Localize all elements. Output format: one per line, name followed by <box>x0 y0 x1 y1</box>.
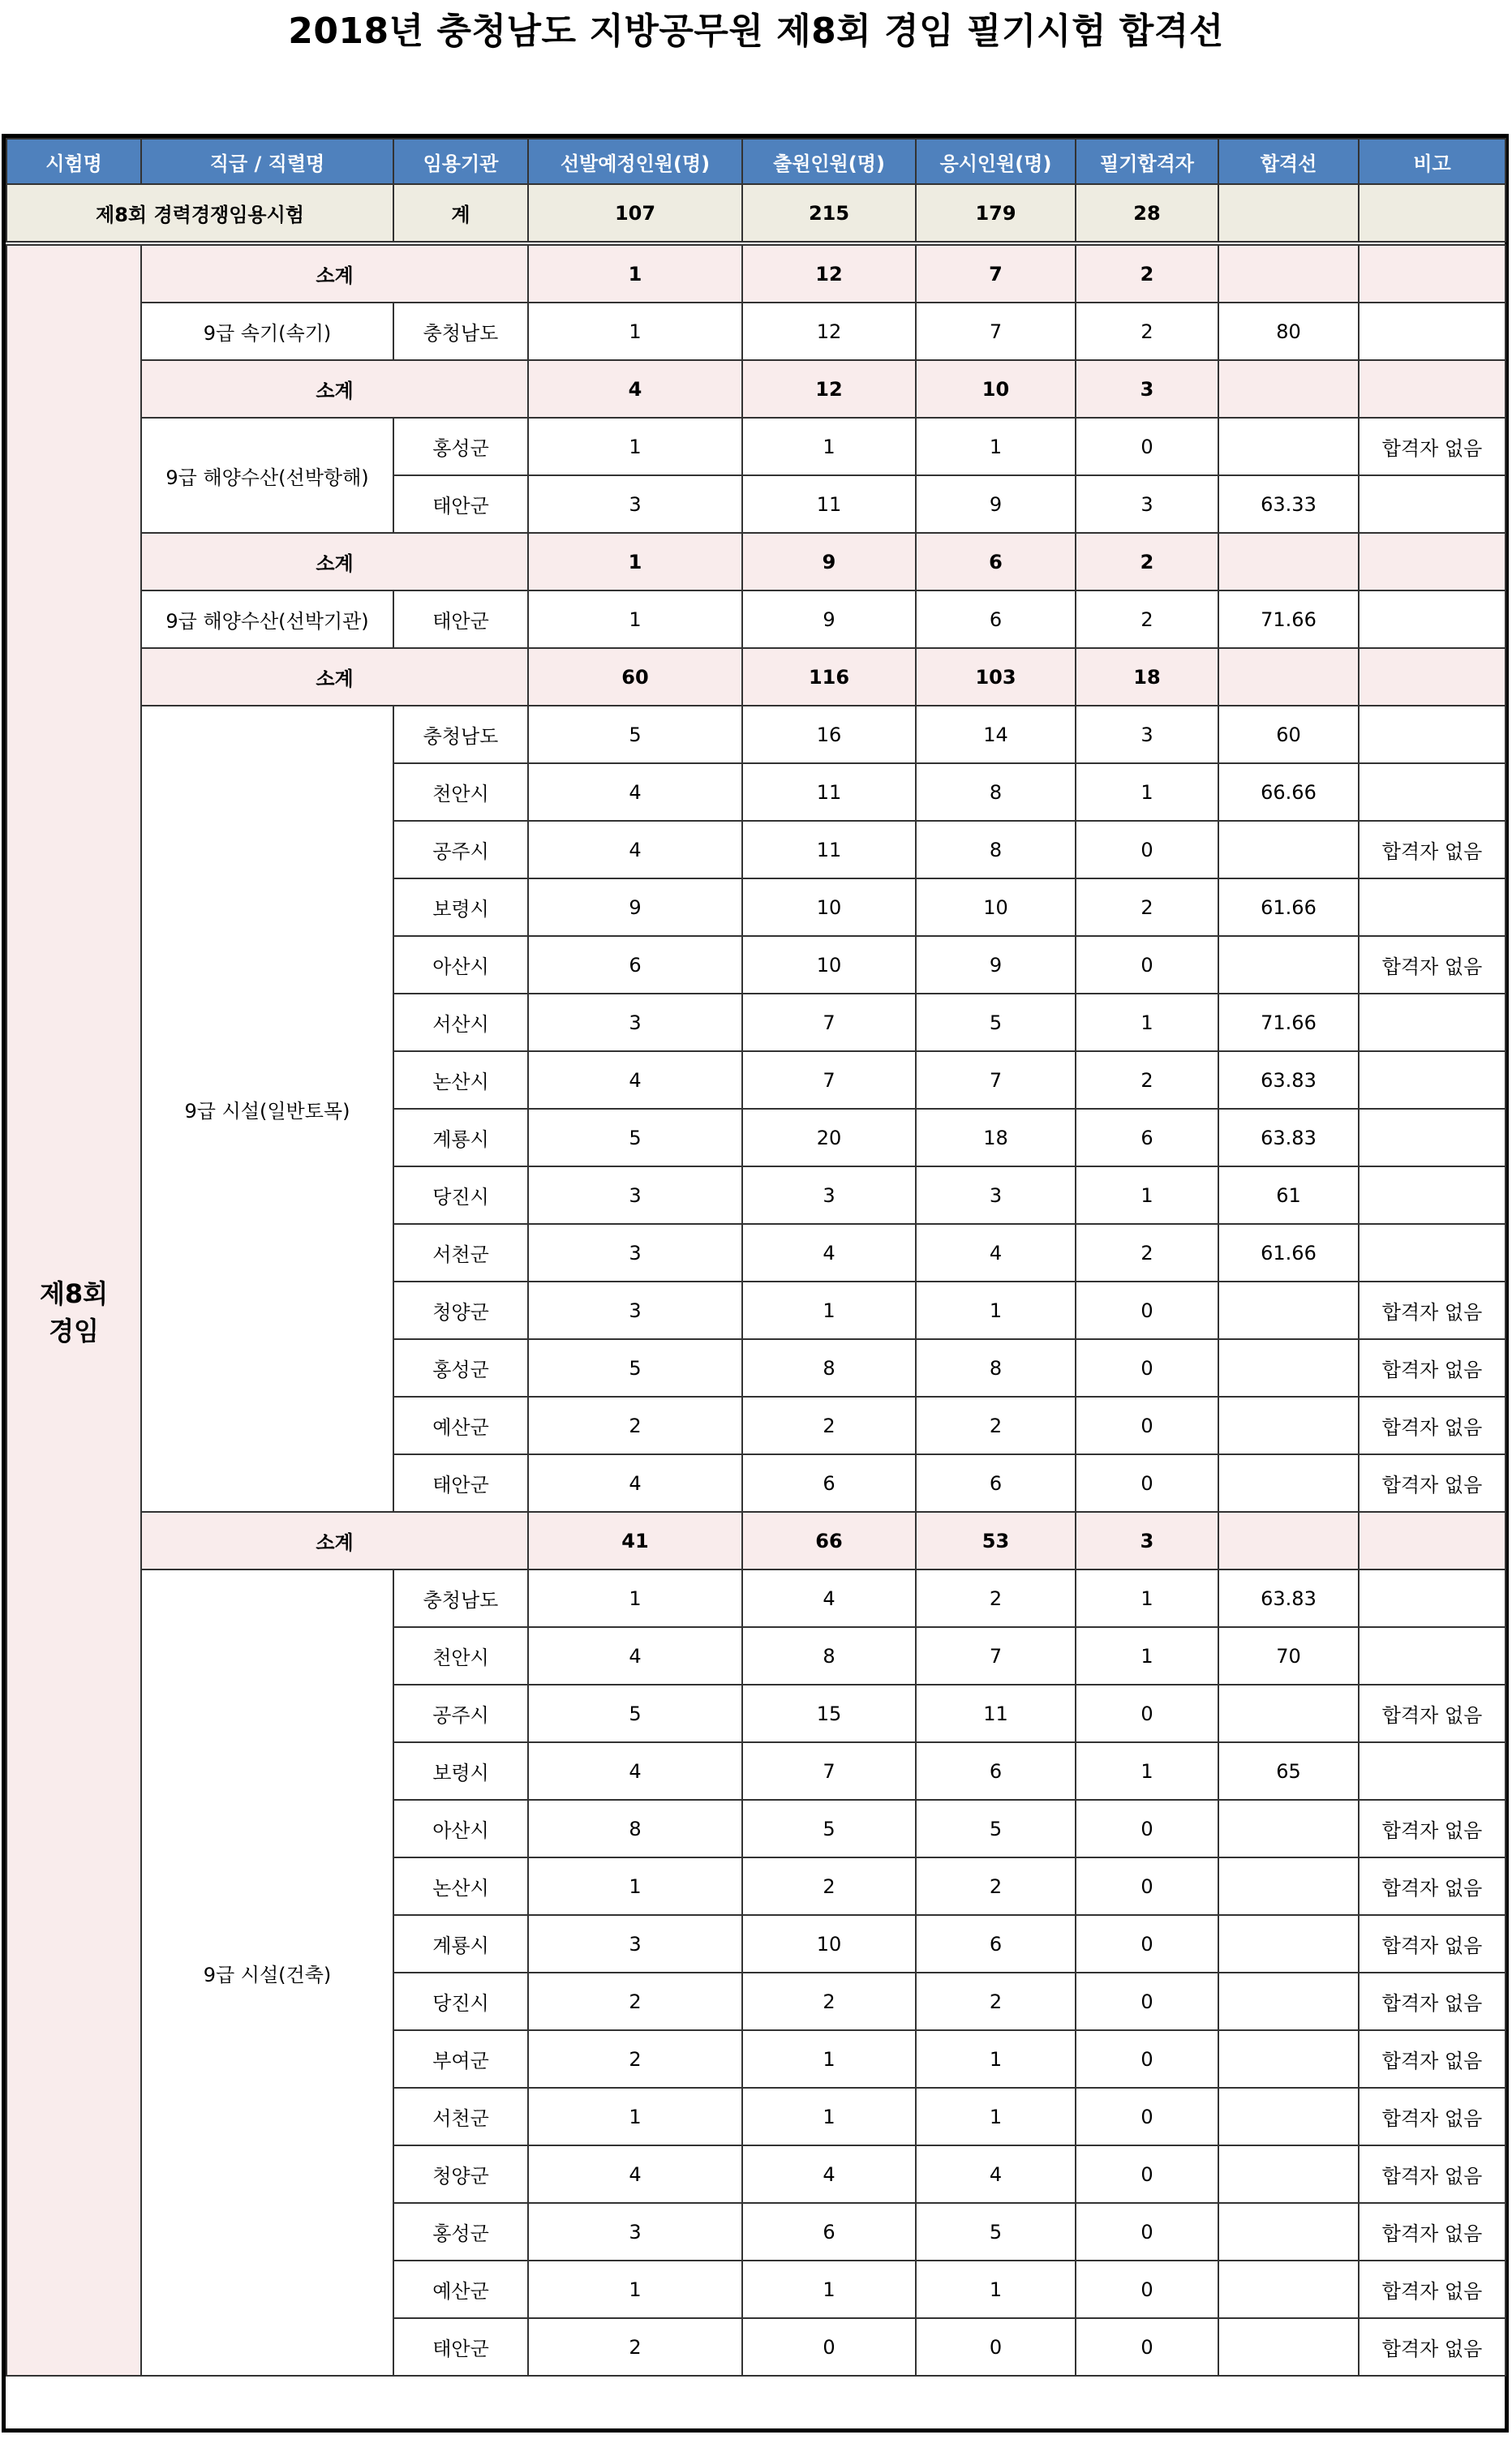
agency-cell: 서천군 <box>393 2088 528 2145</box>
passed-cell: 0 <box>1076 1454 1218 1512</box>
note-cell <box>1359 1051 1506 1109</box>
passed-cell: 0 <box>1076 2145 1218 2203</box>
planned-cell: 1 <box>528 1569 742 1627</box>
applied-cell: 9 <box>742 590 916 648</box>
planned-cell: 4 <box>528 1454 742 1512</box>
taken-cell: 8 <box>916 1339 1076 1397</box>
passed-cell: 2 <box>1076 303 1218 360</box>
subtotal-label: 소계 <box>141 360 528 418</box>
subtotal-passed: 3 <box>1076 360 1218 418</box>
taken-cell: 2 <box>916 1973 1076 2030</box>
agency-cell: 홍성군 <box>393 418 528 475</box>
subtotal-cutoff <box>1218 243 1359 303</box>
subtotal-taken: 103 <box>916 648 1076 706</box>
agency-cell: 서산시 <box>393 994 528 1051</box>
passed-cell: 0 <box>1076 821 1218 878</box>
passed-cell: 2 <box>1076 878 1218 936</box>
total-row <box>6 184 1506 243</box>
subtotal-applied: 12 <box>742 360 916 418</box>
passed-cell: 0 <box>1076 2088 1218 2145</box>
cutoff-cell: 71.66 <box>1218 590 1359 648</box>
applied-cell: 3 <box>742 1166 916 1224</box>
applied-cell: 1 <box>742 2088 916 2145</box>
taken-cell: 14 <box>916 706 1076 763</box>
applied-cell: 1 <box>742 2261 916 2318</box>
taken-cell: 9 <box>916 475 1076 533</box>
table-row <box>6 1569 1506 1627</box>
taken-cell: 7 <box>916 1051 1076 1109</box>
agency-cell: 홍성군 <box>393 1339 528 1397</box>
taken-cell: 2 <box>916 1397 1076 1454</box>
planned-cell: 2 <box>528 2318 742 2376</box>
note-cell: 합격자 없음 <box>1359 1397 1506 1454</box>
applied-cell: 1 <box>742 418 916 475</box>
passed-cell: 1 <box>1076 1742 1218 1800</box>
table-row <box>6 418 1506 475</box>
planned-cell: 1 <box>528 1857 742 1915</box>
taken-cell: 18 <box>916 1109 1076 1166</box>
applied-cell: 0 <box>742 2318 916 2376</box>
subtotal-note <box>1359 648 1506 706</box>
planned-cell: 8 <box>528 1800 742 1857</box>
agency-cell: 부여군 <box>393 2030 528 2088</box>
cutoff-cell <box>1218 2088 1359 2145</box>
total-agency: 계 <box>393 184 528 243</box>
agency-cell: 아산시 <box>393 936 528 994</box>
note-cell <box>1359 706 1506 763</box>
passed-cell: 2 <box>1076 590 1218 648</box>
passed-cell: 0 <box>1076 418 1218 475</box>
cutoff-cell: 61.66 <box>1218 1224 1359 1282</box>
taken-cell: 8 <box>916 763 1076 821</box>
applied-cell: 12 <box>742 303 916 360</box>
position-cell: 9급 해양수산(선박기관) <box>141 590 393 648</box>
passed-cell: 0 <box>1076 2261 1218 2318</box>
cutoff-cell: 60 <box>1218 706 1359 763</box>
cutoff-cell: 70 <box>1218 1627 1359 1685</box>
header-row <box>6 139 1506 184</box>
applied-cell: 6 <box>742 1454 916 1512</box>
note-cell: 합격자 없음 <box>1359 2088 1506 2145</box>
agency-cell: 청양군 <box>393 2145 528 2203</box>
planned-cell: 4 <box>528 1627 742 1685</box>
agency-cell: 아산시 <box>393 1800 528 1857</box>
planned-cell: 1 <box>528 2088 742 2145</box>
cutoff-cell <box>1218 1339 1359 1397</box>
planned-cell: 3 <box>528 994 742 1051</box>
table-row <box>6 590 1506 648</box>
cutoff-cell <box>1218 2145 1359 2203</box>
taken-cell: 3 <box>916 1166 1076 1224</box>
agency-cell: 태안군 <box>393 2318 528 2376</box>
passed-cell: 0 <box>1076 1915 1218 1973</box>
col-header-passed: 필기합격자 <box>1076 139 1218 184</box>
cutoff-cell: 71.66 <box>1218 994 1359 1051</box>
passed-cell: 0 <box>1076 2203 1218 2261</box>
note-cell: 합격자 없음 <box>1359 1339 1506 1397</box>
passed-cell: 0 <box>1076 1800 1218 1857</box>
applied-cell: 11 <box>742 821 916 878</box>
subtotal-note <box>1359 533 1506 590</box>
col-header-agency: 임용기관 <box>393 139 528 184</box>
subtotal-passed: 2 <box>1076 533 1218 590</box>
subtotal-cutoff <box>1218 1512 1359 1569</box>
applied-cell: 15 <box>742 1685 916 1742</box>
cutoff-cell: 80 <box>1218 303 1359 360</box>
passed-cell: 1 <box>1076 1627 1218 1685</box>
cutoff-cell <box>1218 1915 1359 1973</box>
subtotal-label: 소계 <box>141 1512 528 1569</box>
applied-cell: 2 <box>742 1857 916 1915</box>
passed-cell: 1 <box>1076 1166 1218 1224</box>
applied-cell: 7 <box>742 1051 916 1109</box>
note-cell: 합격자 없음 <box>1359 1973 1506 2030</box>
planned-cell: 3 <box>528 1915 742 1973</box>
planned-cell: 3 <box>528 1166 742 1224</box>
applied-cell: 8 <box>742 1627 916 1685</box>
agency-cell: 보령시 <box>393 878 528 936</box>
col-header-applied: 출원인원(명) <box>742 139 916 184</box>
note-cell: 합격자 없음 <box>1359 1685 1506 1742</box>
note-cell <box>1359 1224 1506 1282</box>
agency-cell: 태안군 <box>393 590 528 648</box>
applied-cell: 2 <box>742 1973 916 2030</box>
applied-cell: 7 <box>742 994 916 1051</box>
position-cell: 9급 해양수산(선박항해) <box>141 418 393 533</box>
cutoff-cell <box>1218 1454 1359 1512</box>
note-cell: 합격자 없음 <box>1359 2318 1506 2376</box>
results-table-container <box>2 134 1509 2433</box>
planned-cell: 1 <box>528 418 742 475</box>
col-header-planned: 선발예정인원(명) <box>528 139 742 184</box>
table-row <box>6 706 1506 763</box>
subtotal-applied: 116 <box>742 648 916 706</box>
cutoff-cell: 61 <box>1218 1166 1359 1224</box>
applied-cell: 10 <box>742 878 916 936</box>
note-cell <box>1359 1627 1506 1685</box>
agency-cell: 충청남도 <box>393 1569 528 1627</box>
applied-cell: 11 <box>742 763 916 821</box>
taken-cell: 5 <box>916 994 1076 1051</box>
agency-cell: 예산군 <box>393 1397 528 1454</box>
cutoff-cell <box>1218 1800 1359 1857</box>
subtotal-passed: 3 <box>1076 1512 1218 1569</box>
applied-cell: 10 <box>742 1915 916 1973</box>
subtotal-row <box>6 243 1506 303</box>
subtotal-row <box>6 533 1506 590</box>
passed-cell: 3 <box>1076 706 1218 763</box>
taken-cell: 2 <box>916 1857 1076 1915</box>
subtotal-planned: 4 <box>528 360 742 418</box>
planned-cell: 5 <box>528 1109 742 1166</box>
note-cell <box>1359 878 1506 936</box>
cutoff-cell: 65 <box>1218 1742 1359 1800</box>
cutoff-cell <box>1218 1685 1359 1742</box>
taken-cell: 7 <box>916 1627 1076 1685</box>
agency-cell: 보령시 <box>393 1742 528 1800</box>
applied-cell: 1 <box>742 1282 916 1339</box>
note-cell: 합격자 없음 <box>1359 1800 1506 1857</box>
passed-cell: 0 <box>1076 2318 1218 2376</box>
applied-cell: 6 <box>742 2203 916 2261</box>
cutoff-cell: 63.33 <box>1218 475 1359 533</box>
planned-cell: 5 <box>528 1339 742 1397</box>
agency-cell: 계룡시 <box>393 1109 528 1166</box>
passed-cell: 3 <box>1076 475 1218 533</box>
agency-cell: 청양군 <box>393 1282 528 1339</box>
planned-cell: 5 <box>528 706 742 763</box>
note-cell: 합격자 없음 <box>1359 2030 1506 2088</box>
subtotal-cutoff <box>1218 533 1359 590</box>
agency-cell: 천안시 <box>393 1627 528 1685</box>
exam-name-cell: 제8회 경임 <box>6 243 141 2376</box>
subtotal-taken: 53 <box>916 1512 1076 1569</box>
passed-cell: 0 <box>1076 936 1218 994</box>
agency-cell: 태안군 <box>393 475 528 533</box>
agency-cell: 계룡시 <box>393 1915 528 1973</box>
cutoff-cell <box>1218 2203 1359 2261</box>
subtotal-note <box>1359 243 1506 303</box>
note-cell: 합격자 없음 <box>1359 1454 1506 1512</box>
planned-cell: 1 <box>528 303 742 360</box>
note-cell: 합격자 없음 <box>1359 2203 1506 2261</box>
position-cell: 9급 시설(건축) <box>141 1569 393 2376</box>
passed-cell: 0 <box>1076 1857 1218 1915</box>
passed-cell: 2 <box>1076 1051 1218 1109</box>
subtotal-passed: 18 <box>1076 648 1218 706</box>
cutoff-cell: 63.83 <box>1218 1569 1359 1627</box>
planned-cell: 2 <box>528 1973 742 2030</box>
applied-cell: 2 <box>742 1397 916 1454</box>
taken-cell: 6 <box>916 1454 1076 1512</box>
taken-cell: 0 <box>916 2318 1076 2376</box>
note-cell: 합격자 없음 <box>1359 936 1506 994</box>
agency-cell: 서천군 <box>393 1224 528 1282</box>
cutoff-cell: 63.83 <box>1218 1109 1359 1166</box>
note-cell: 합격자 없음 <box>1359 1282 1506 1339</box>
applied-cell: 5 <box>742 1800 916 1857</box>
cutoff-cell <box>1218 1397 1359 1454</box>
applied-cell: 4 <box>742 2145 916 2203</box>
note-cell <box>1359 475 1506 533</box>
cutoff-cell: 61.66 <box>1218 878 1359 936</box>
subtotal-planned: 1 <box>528 243 742 303</box>
agency-cell: 논산시 <box>393 1857 528 1915</box>
results-table <box>6 138 1506 2377</box>
applied-cell: 4 <box>742 1569 916 1627</box>
total-exam-name: 제8회 경력경쟁임용시험 <box>6 184 393 243</box>
table-body <box>6 184 1506 2376</box>
total-note <box>1359 184 1506 243</box>
passed-cell: 0 <box>1076 1685 1218 1742</box>
passed-cell: 1 <box>1076 763 1218 821</box>
passed-cell: 0 <box>1076 1397 1218 1454</box>
planned-cell: 3 <box>528 2203 742 2261</box>
agency-cell: 천안시 <box>393 763 528 821</box>
agency-cell: 당진시 <box>393 1973 528 2030</box>
col-header-taken: 응시인원(명) <box>916 139 1076 184</box>
planned-cell: 1 <box>528 2261 742 2318</box>
subtotal-applied: 9 <box>742 533 916 590</box>
passed-cell: 2 <box>1076 1224 1218 1282</box>
subtotal-taken: 6 <box>916 533 1076 590</box>
note-cell <box>1359 763 1506 821</box>
note-cell <box>1359 994 1506 1051</box>
taken-cell: 8 <box>916 821 1076 878</box>
passed-cell: 1 <box>1076 994 1218 1051</box>
subtotal-row <box>6 648 1506 706</box>
taken-cell: 1 <box>916 2088 1076 2145</box>
note-cell <box>1359 1742 1506 1800</box>
agency-cell: 홍성군 <box>393 2203 528 2261</box>
agency-cell: 당진시 <box>393 1166 528 1224</box>
cutoff-cell <box>1218 936 1359 994</box>
taken-cell: 1 <box>916 2030 1076 2088</box>
subtotal-row <box>6 1512 1506 1569</box>
note-cell <box>1359 1109 1506 1166</box>
subtotal-planned: 60 <box>528 648 742 706</box>
agency-cell: 공주시 <box>393 821 528 878</box>
note-cell <box>1359 303 1506 360</box>
taken-cell: 5 <box>916 1800 1076 1857</box>
passed-cell: 0 <box>1076 1973 1218 2030</box>
taken-cell: 1 <box>916 418 1076 475</box>
cutoff-cell <box>1218 418 1359 475</box>
note-cell <box>1359 1166 1506 1224</box>
position-cell: 9급 속기(속기) <box>141 303 393 360</box>
passed-cell: 6 <box>1076 1109 1218 1166</box>
agency-cell: 태안군 <box>393 1454 528 1512</box>
note-cell: 합격자 없음 <box>1359 821 1506 878</box>
subtotal-passed: 2 <box>1076 243 1218 303</box>
planned-cell: 4 <box>528 763 742 821</box>
subtotal-row <box>6 360 1506 418</box>
cutoff-cell: 63.83 <box>1218 1051 1359 1109</box>
subtotal-label: 소계 <box>141 533 528 590</box>
subtotal-applied: 66 <box>742 1512 916 1569</box>
applied-cell: 10 <box>742 936 916 994</box>
agency-cell: 논산시 <box>393 1051 528 1109</box>
cutoff-cell: 66.66 <box>1218 763 1359 821</box>
planned-cell: 2 <box>528 2030 742 2088</box>
passed-cell: 0 <box>1076 1339 1218 1397</box>
taken-cell: 5 <box>916 2203 1076 2261</box>
agency-cell: 공주시 <box>393 1685 528 1742</box>
passed-cell: 0 <box>1076 2030 1218 2088</box>
planned-cell: 1 <box>528 590 742 648</box>
taken-cell: 7 <box>916 303 1076 360</box>
note-cell: 합격자 없음 <box>1359 1915 1506 1973</box>
col-header-cutoff: 합격선 <box>1218 139 1359 184</box>
cutoff-cell <box>1218 2030 1359 2088</box>
cutoff-cell <box>1218 2318 1359 2376</box>
taken-cell: 4 <box>916 2145 1076 2203</box>
applied-cell: 4 <box>742 1224 916 1282</box>
cutoff-cell <box>1218 1973 1359 2030</box>
agency-cell: 예산군 <box>393 2261 528 2318</box>
planned-cell: 9 <box>528 878 742 936</box>
total-cutoff <box>1218 184 1359 243</box>
passed-cell: 1 <box>1076 1569 1218 1627</box>
subtotal-cutoff <box>1218 648 1359 706</box>
subtotal-taken: 7 <box>916 243 1076 303</box>
cutoff-cell <box>1218 2261 1359 2318</box>
cutoff-cell <box>1218 821 1359 878</box>
note-cell: 합격자 없음 <box>1359 2261 1506 2318</box>
total-planned: 107 <box>528 184 742 243</box>
applied-cell: 16 <box>742 706 916 763</box>
subtotal-taken: 10 <box>916 360 1076 418</box>
taken-cell: 9 <box>916 936 1076 994</box>
planned-cell: 4 <box>528 2145 742 2203</box>
cutoff-cell <box>1218 1857 1359 1915</box>
planned-cell: 5 <box>528 1685 742 1742</box>
subtotal-note <box>1359 1512 1506 1569</box>
taken-cell: 6 <box>916 590 1076 648</box>
planned-cell: 3 <box>528 475 742 533</box>
taken-cell: 4 <box>916 1224 1076 1282</box>
col-header-position: 직급 / 직렬명 <box>141 139 393 184</box>
table-row <box>6 303 1506 360</box>
subtotal-planned: 1 <box>528 533 742 590</box>
subtotal-label: 소계 <box>141 243 528 303</box>
cutoff-cell <box>1218 1282 1359 1339</box>
total-taken: 179 <box>916 184 1076 243</box>
planned-cell: 4 <box>528 1742 742 1800</box>
taken-cell: 2 <box>916 1569 1076 1627</box>
taken-cell: 11 <box>916 1685 1076 1742</box>
planned-cell: 2 <box>528 1397 742 1454</box>
taken-cell: 1 <box>916 2261 1076 2318</box>
planned-cell: 3 <box>528 1224 742 1282</box>
note-cell: 합격자 없음 <box>1359 418 1506 475</box>
total-applied: 215 <box>742 184 916 243</box>
taken-cell: 10 <box>916 878 1076 936</box>
planned-cell: 4 <box>528 821 742 878</box>
applied-cell: 7 <box>742 1742 916 1800</box>
applied-cell: 8 <box>742 1339 916 1397</box>
page-title: 2018년 충청남도 지방공무원 제8회 경임 필기시험 합격선 <box>288 11 1224 52</box>
planned-cell: 6 <box>528 936 742 994</box>
note-cell: 합격자 없음 <box>1359 2145 1506 2203</box>
note-cell: 합격자 없음 <box>1359 1857 1506 1915</box>
applied-cell: 1 <box>742 2030 916 2088</box>
agency-cell: 충청남도 <box>393 706 528 763</box>
planned-cell: 3 <box>528 1282 742 1339</box>
applied-cell: 11 <box>742 475 916 533</box>
subtotal-applied: 12 <box>742 243 916 303</box>
subtotal-label: 소계 <box>141 648 528 706</box>
subtotal-planned: 41 <box>528 1512 742 1569</box>
passed-cell: 0 <box>1076 1282 1218 1339</box>
col-header-exam: 시험명 <box>6 139 141 184</box>
subtotal-cutoff <box>1218 360 1359 418</box>
planned-cell: 4 <box>528 1051 742 1109</box>
col-header-note: 비고 <box>1359 139 1506 184</box>
taken-cell: 6 <box>916 1915 1076 1973</box>
agency-cell: 충청남도 <box>393 303 528 360</box>
note-cell <box>1359 590 1506 648</box>
applied-cell: 20 <box>742 1109 916 1166</box>
subtotal-note <box>1359 360 1506 418</box>
taken-cell: 1 <box>916 1282 1076 1339</box>
note-cell <box>1359 1569 1506 1627</box>
position-cell: 9급 시설(일반토목) <box>141 706 393 1512</box>
taken-cell: 6 <box>916 1742 1076 1800</box>
total-passed: 28 <box>1076 184 1218 243</box>
